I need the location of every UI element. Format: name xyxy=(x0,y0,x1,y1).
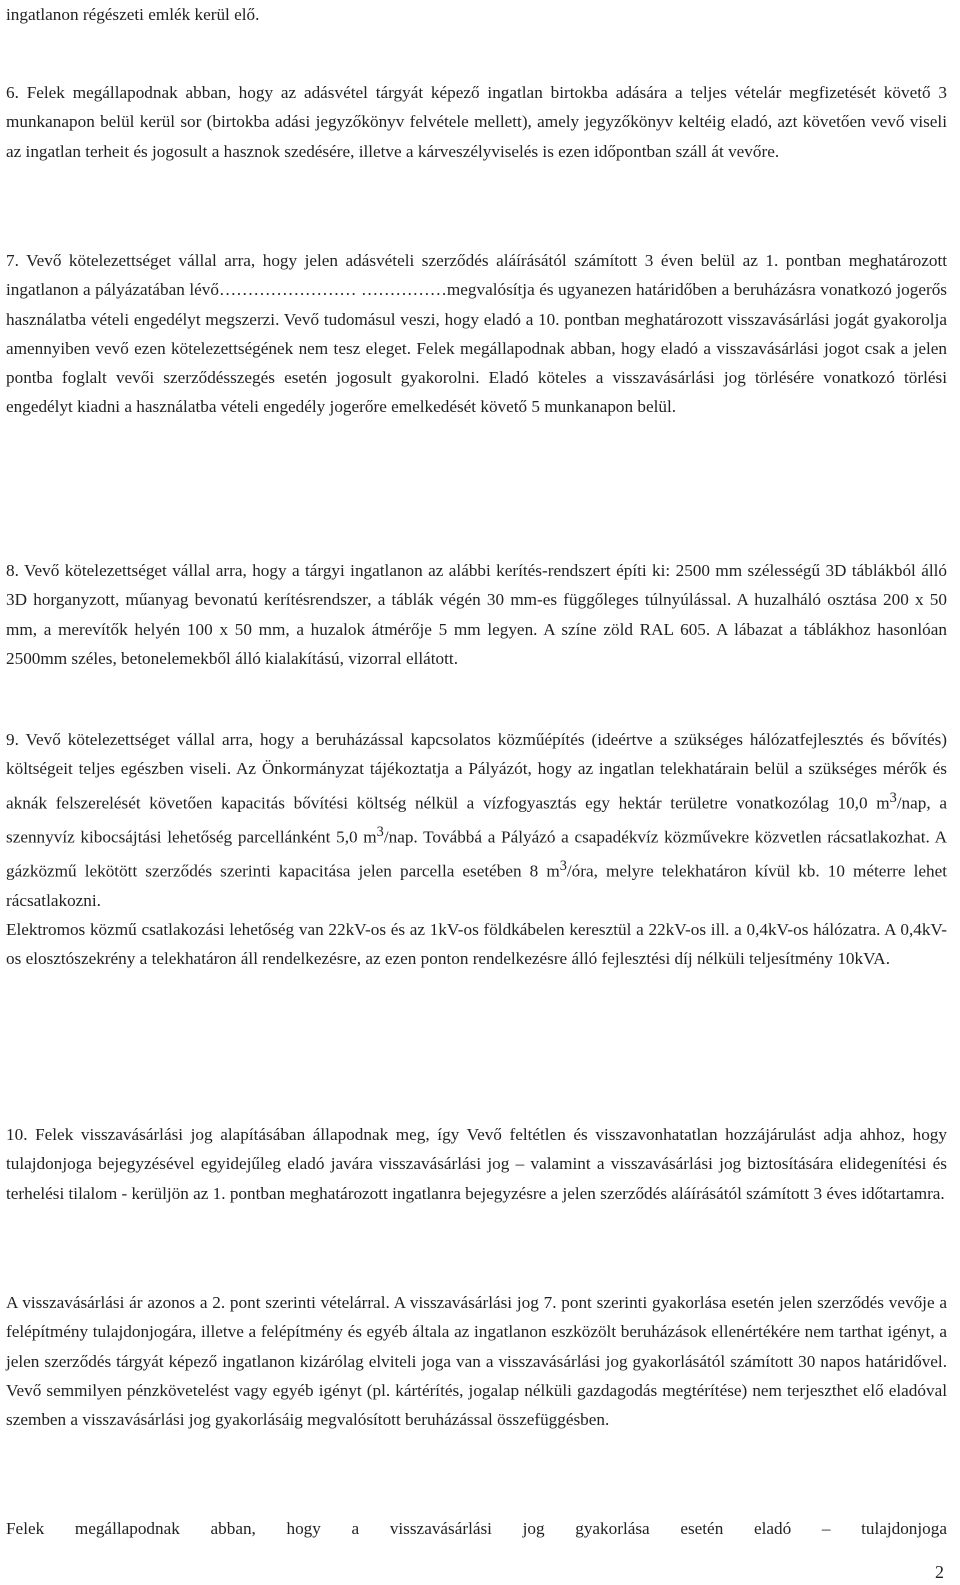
paragraph-9-text-3: /nap. Továbbá a Pályázó a csapadékvíz közművekre közvetlen rácsatlakozhat. A gázközmű lekötött szerződés szerinti kapacitása jelen parcella esetében 8 m xyxy=(6,827,947,881)
paragraph-intro: ingatlanon régészeti emlék kerül elő. xyxy=(6,5,260,24)
page-number: 2 xyxy=(935,1562,944,1582)
paragraph-9 xyxy=(6,725,947,974)
paragraph-10: 10. Felek visszavásárlási jog alapításában állapodnak meg, így Vevő feltétlen és visszavonhatatlan hozzájárulást adja ahhoz, hogy tulajdonjoga bejegyzésével egyidejűleg eladó javára visszavásárlási jog – valamint a visszavásárlási jog biztosítására elidegenítési és terhelési tilalom - kerüljön az 1. pontban meghatározott ingatlanra bejegyzésre a jelen szerződés aláírásától számított 3 éves időtartamra. xyxy=(6,1125,947,1203)
paragraph-9-electric: Elektromos közmű csatlakozási lehetőség van 22kV-os és az 1kV-os földkábelen keresztül a 22kV-os ill. a 0,4kV-os hálózatra. A 0,4kV-os elosztószekrény a telekhatáron áll rendelkezésre, az ezen ponton rendelkezésre álló fejlesztési díj nélküli teljesítmény 10kVA. xyxy=(6,919,947,969)
superscript-3: 3 xyxy=(889,789,897,806)
paragraph-7: 7. Vevő kötelezettséget vállal arra, hogy jelen adásvételi szerződés aláírásától számított 3 éven belül az 1. pontban meghatározott ingatlanon a pályázatában lévő…………………… ……………megvalósítja és ugyanezen határidőben a beruházásra vonatkozó jogerős használatba vételi engedélyt megszerzi. Vevő tudomásul veszi, hogy eladó a 10. pontban meghatározott visszavásárlási jogát gyakorolja amennyiben vevő ezen kötelezettségének nem tesz eleget. Felek megállapodnak abban, hogy eladó a visszavásárlási jogot csak a jelen pontba foglalt vevői szerződésszegés esetén jogosult gyakorolni. Eladó köteles a visszavásárlási jog törlésére vonatkozó törlési engedélyt kiadni a használatba vételi engedély jogerőre emelkedését követő 5 munkanapon belül. xyxy=(6,251,947,417)
paragraph-9-text-4: /óra, melyre telekhatáron kívül kb. 10 méterre lehet rácsatlakozni. xyxy=(6,861,947,910)
paragraph-final: Felek megállapodnak abban, hogy a visszavásárlási jog gyakorlása esetén eladó – tulajdonjoga xyxy=(6,1519,947,1538)
paragraph-repurchase-price: A visszavásárlási ár azonos a 2. pont szerinti vételárral. A visszavásárlási jog 7. pont szerinti gyakorlása esetén jelen szerződés vevője a felépítmény tulajdonjogára, illetve a felépítmény és egyéb általa az ingatlanon eszközölt beruházások ellenértékére nem tarthat igényt, a jelen szerződés tárgyát képező ingatlanon kizárólag elviteli joga van a visszavásárlási jog gyakorlásától számított 30 napos határidővel. Vevő semmilyen pénzkövetelést vagy egyéb igényt (pl. kártérítés, jogalap nélküli gazdagodás megtérítése) nem terjeszthet elő eladóval szemben a visszavásárlási jog gyakorlásáig megvalósított beruházással összefüggésben. xyxy=(6,1293,947,1430)
superscript-3: 3 xyxy=(559,857,567,874)
superscript-3: 3 xyxy=(376,823,384,840)
paragraph-9-text-1: 9. Vevő kötelezettséget vállal arra, hogy a beruházással kapcsolatos közműépítés (ideértve a szükséges hálózatfejlesztés és bővítés) költségeit teljes egészben viseli. Az Önkormányzat tájékoztatja a Pályázót, hogy az ingatlan telekhatárain belül a szükséges mérők és aknák felszerelését követően kapacitás bővítési költség nélkül a vízfogyasztás egy hektár területre vonatkozólag 10,0 m xyxy=(6,730,947,813)
paragraph-8: 8. Vevő kötelezettséget vállal arra, hogy a tárgyi ingatlanon az alábbi kerítés-rendszert építi ki: 2500 mm szélességű 3D táblákból álló 3D horganyzott, műanyag bevonatú kerítésrendszer, a táblák végén 30 mm-es függőleges túlnyúlással. A huzalháló osztása 200 x 50 mm, a merevítők helyén 100 x 50 mm, a huzalok átmérője 5 mm legyen. A színe zöld RAL 605. A lábazat a táblákhoz hasonlóan 2500mm széles, betonelemekből álló kialakítású, vizorral ellátott. xyxy=(6,561,947,668)
paragraph-9-text-2: /nap, a szennyvíz kibocsájtási lehetőség parcellánként 5,0 m xyxy=(6,793,947,847)
paragraph-6: 6. Felek megállapodnak abban, hogy az adásvétel tárgyát képező ingatlan birtokba adására a teljes vételár megfizetését követő 3 munkanapon belül kerül sor (birtokba adási jegyzőkönyv felvétele mellett), amely jegyzőkönyv keltéig eladó, azt követően vevő viseli az ingatlan terheit és jogosult a hasznok szedésére, illetve a kárveszélyviselés is ezen időpontban száll át vevőre. xyxy=(6,83,947,161)
